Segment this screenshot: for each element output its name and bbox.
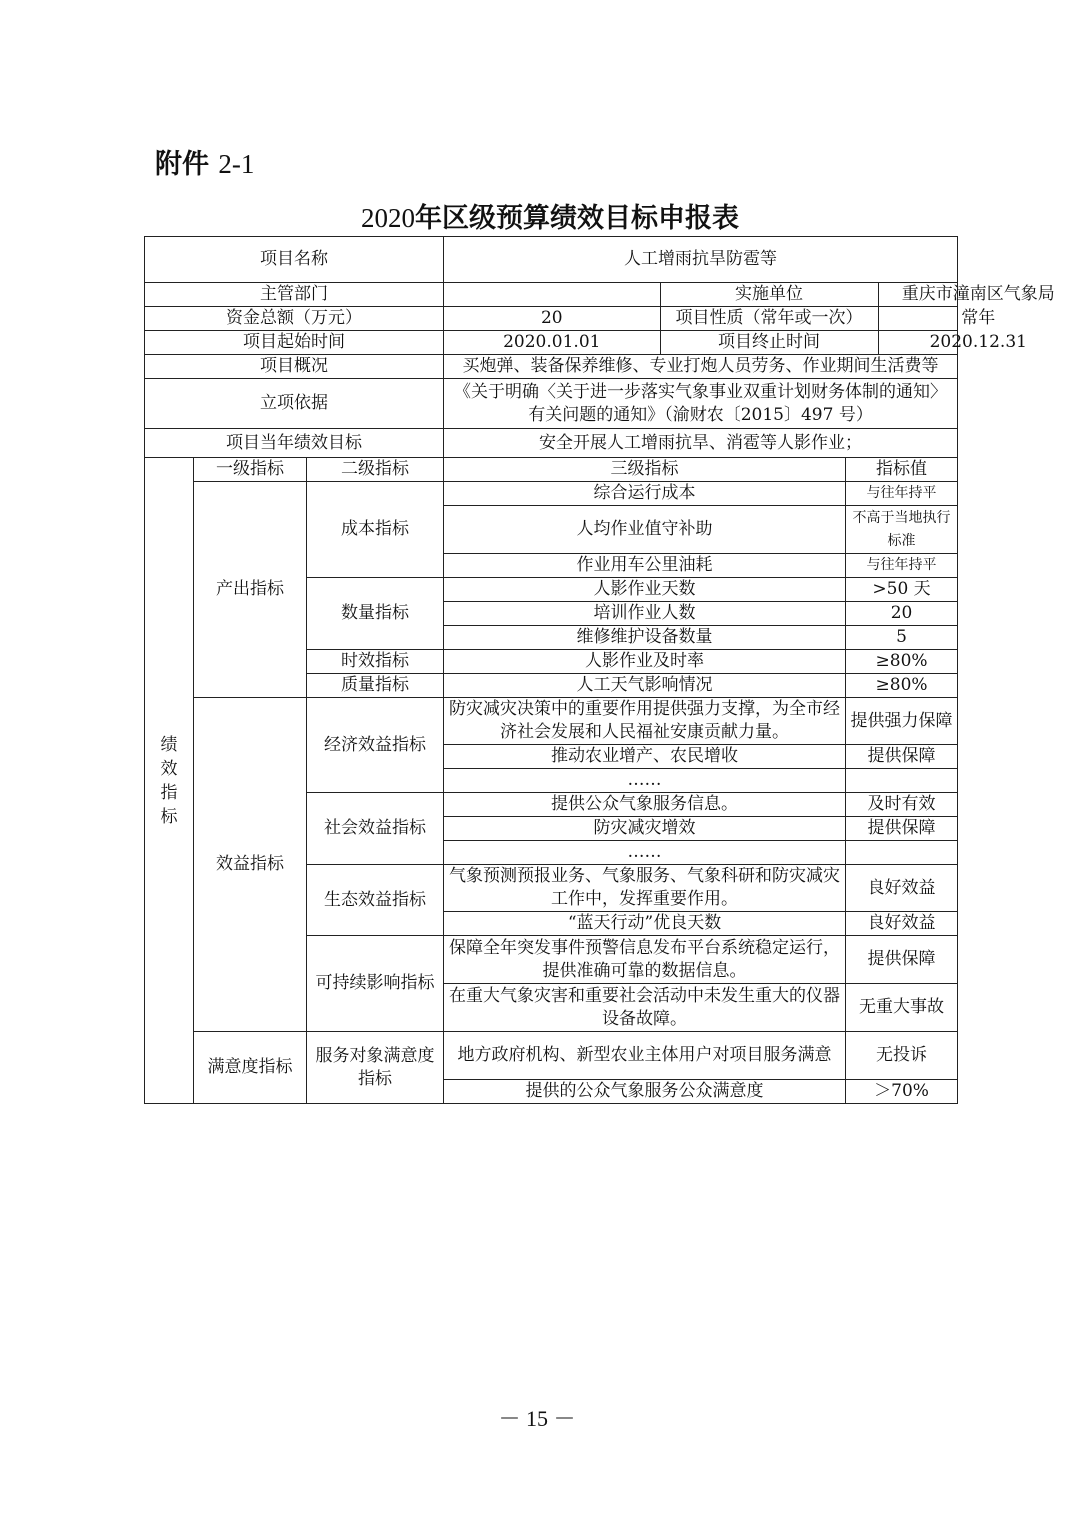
social-desc-2: 防灾减灾增效 <box>444 817 846 841</box>
service-desc-2: 提供的公众气象服务公众满意度 <box>444 1080 846 1104</box>
quality-desc-1: 人工天气影响情况 <box>444 674 846 698</box>
service-value-2: ＞70% <box>846 1080 958 1104</box>
output-label: 产出指标 <box>194 482 307 698</box>
social-value-1: 及时有效 <box>846 793 958 817</box>
overview-value: 买炮弹、装备保养维修、专业打炮人员劳务、作业期间生活费等 <box>444 355 958 379</box>
time-value-1: ≥80% <box>846 650 958 674</box>
row-goal <box>145 429 958 458</box>
col-level3: 三级指标 <box>444 458 846 482</box>
project-name-label: 项目名称 <box>145 237 444 283</box>
sustain-desc-2: 在重大气象灾害和重要社会活动中未发生重大的仪器设备故障。 <box>444 984 846 1032</box>
goal-label: 项目当年绩效目标 <box>145 429 444 458</box>
economic-label: 经济效益指标 <box>307 698 444 793</box>
nature-label: 项目性质（常年或一次） <box>660 307 878 330</box>
row-basis <box>145 379 958 429</box>
quantity-desc-1: 人影作业天数 <box>444 578 846 602</box>
fund-label: 资金总额（万元） <box>145 307 444 331</box>
eco-label: 生态效益指标 <box>307 865 444 936</box>
quality-value-1: ≥80% <box>846 674 958 698</box>
economic-desc-2: 推动农业增产、农民增收 <box>444 745 846 769</box>
service-label: 服务对象满意度指标 <box>307 1032 444 1104</box>
sustain-label: 可持续影响指标 <box>307 936 444 1032</box>
quantity-desc-3: 维修维护设备数量 <box>444 626 846 650</box>
attachment-prefix: 附件 <box>155 149 209 180</box>
social-desc-3: …… <box>444 841 846 865</box>
project-name-value: 人工增雨抗旱防雹等 <box>444 237 958 283</box>
indicator-header-row <box>145 458 958 482</box>
social-value-3 <box>846 841 958 865</box>
cost-value-3: 与往年持平 <box>846 554 958 578</box>
budget-form-table <box>144 236 1055 1104</box>
attachment-label <box>155 142 254 181</box>
end-value: 2020.12.31 <box>929 332 1027 352</box>
page-title <box>144 196 956 235</box>
time-label: 时效指标 <box>307 650 444 674</box>
eco-value-1: 良好效益 <box>846 865 958 912</box>
nature-value: 常年 <box>961 308 996 328</box>
eco-desc-2: “蓝天行动”优良天数 <box>444 912 846 936</box>
economic-value-2: 提供保障 <box>846 745 958 769</box>
title-text: 年区级预算绩效目标申报表 <box>415 203 739 234</box>
fund-group <box>444 307 996 331</box>
economic-value-1: 提供强力保障 <box>846 698 958 745</box>
sustain-desc-1: 保障全年突发事件预警信息发布平台系统稳定运行，提供准确可靠的数据信息。 <box>444 936 846 984</box>
economic-value-3 <box>846 769 958 793</box>
quantity-desc-2: 培训作业人数 <box>444 602 846 626</box>
economic-desc-3: …… <box>444 769 846 793</box>
dept-subtable <box>444 283 1078 306</box>
cost-value-1: 与往年持平 <box>846 482 958 506</box>
sustain-value-2: 无重大事故 <box>846 984 958 1032</box>
basis-label: 立项依据 <box>145 379 444 429</box>
social-desc-1: 提供公众气象服务信息。 <box>444 793 846 817</box>
eco-value-2: 良好效益 <box>846 912 958 936</box>
service-desc-1: 地方政府机构、新型农业主体用户对项目服务满意 <box>444 1032 846 1080</box>
overview-label: 项目概况 <box>145 355 444 379</box>
row-department <box>145 283 958 307</box>
row-fund <box>145 307 958 331</box>
quantity-value-3: 5 <box>846 626 958 650</box>
row-time <box>145 331 958 355</box>
col-value: 指标值 <box>846 458 958 482</box>
time-desc-1: 人影作业及时率 <box>444 650 846 674</box>
cost-desc-2: 人均作业值守补助 <box>444 506 846 554</box>
end-label: 项目终止时间 <box>660 331 878 354</box>
basis-value: 《关于明确〈关于进一步落实气象事业双重计划财务体制的通知〉有关问题的通知》（渝财农〔2015〕497 号） <box>444 379 958 429</box>
start-label: 项目起始时间 <box>145 331 444 355</box>
dept-value <box>444 283 1055 307</box>
row-overview <box>145 355 958 379</box>
cost-label: 成本指标 <box>307 482 444 578</box>
quality-label: 质量指标 <box>307 674 444 698</box>
col-level2: 二级指标 <box>307 458 444 482</box>
impl-value-cell: 重庆市潼南区气象局 <box>901 284 1055 304</box>
table-row <box>145 482 958 506</box>
social-label: 社会效益指标 <box>307 793 444 865</box>
dept-label: 主管部门 <box>145 283 444 307</box>
table-row <box>145 1032 958 1080</box>
attachment-number: 2-1 <box>218 149 255 179</box>
fund-subtable <box>444 307 1078 330</box>
goal-value: 安全开展人工增雨抗旱、消雹等人影作业； <box>444 429 958 458</box>
indicators-side-label: 绩效指标 <box>145 458 194 1104</box>
time-subtable <box>444 331 1078 354</box>
quantity-label: 数量指标 <box>307 578 444 650</box>
title-year: 2020 <box>361 203 415 233</box>
row-project-name <box>145 237 958 283</box>
page-number: － 15 － <box>498 1406 576 1431</box>
dept-value-cell <box>444 283 660 306</box>
cost-desc-3: 作业用车公里油耗 <box>444 554 846 578</box>
impl-label: 实施单位 <box>660 283 878 306</box>
social-value-2: 提供保障 <box>846 817 958 841</box>
start-value: 2020.01.01 <box>444 331 660 354</box>
economic-desc-1: 防灾减灾决策中的重要作用提供强力支撑，为全市经济社会发展和人民福祉安康贡献力量。 <box>444 698 846 745</box>
sustain-value-1: 提供保障 <box>846 936 958 984</box>
col-level1: 一级指标 <box>194 458 307 482</box>
cost-value-2: 不高于当地执行标准 <box>846 506 958 554</box>
table-row <box>145 698 958 745</box>
time-group <box>444 331 1027 355</box>
fund-value: 20 <box>444 307 660 330</box>
eco-desc-1: 气象预测预报业务、气象服务、气象科研和防灾减灾工作中，发挥重要作用。 <box>444 865 846 912</box>
quantity-value-1: >50 天 <box>846 578 958 602</box>
service-value-1: 无投诉 <box>846 1032 958 1080</box>
benefit-label: 效益指标 <box>194 698 307 1032</box>
quantity-value-2: 20 <box>846 602 958 626</box>
cost-desc-1: 综合运行成本 <box>444 482 846 506</box>
satisfaction-label: 满意度指标 <box>194 1032 307 1104</box>
